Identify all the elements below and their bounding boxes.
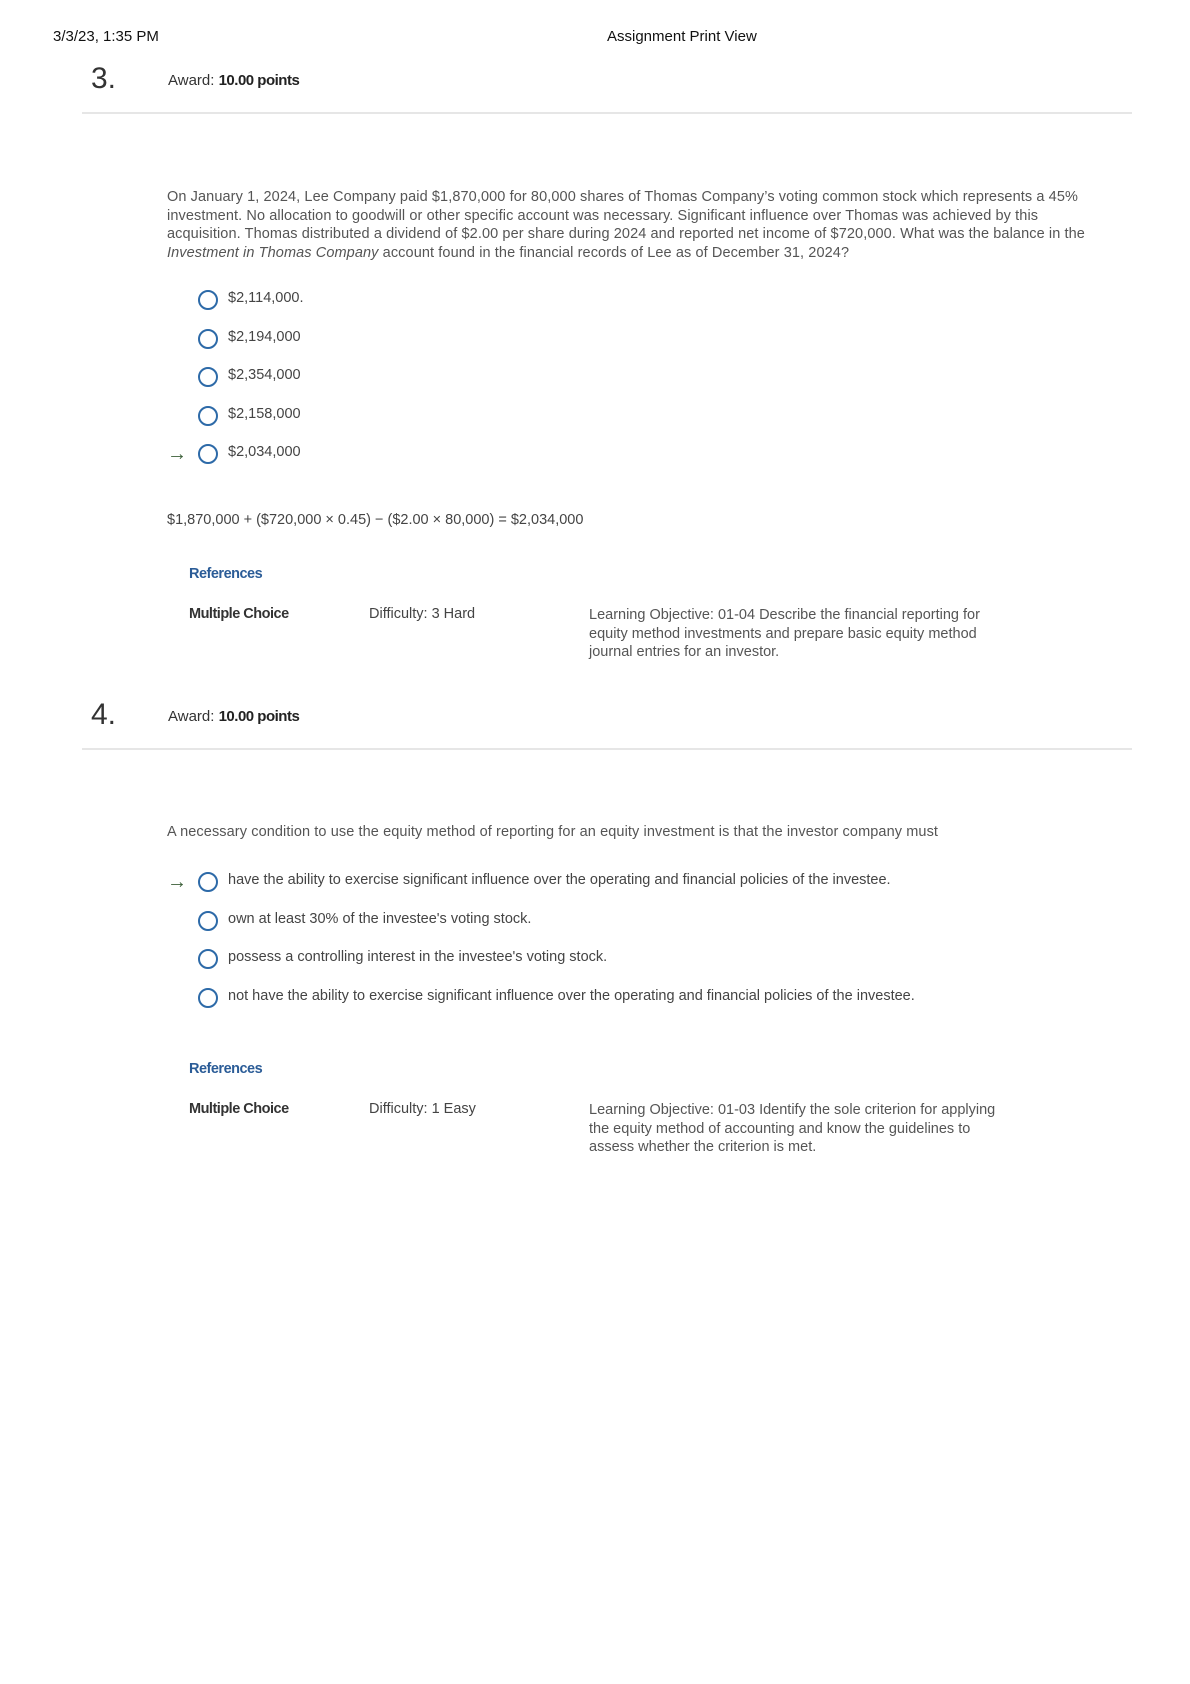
answer-choice-correct[interactable] (165, 443, 1065, 482)
question-text-part: account found in the financial records of Lee as of December 31, 2024? (378, 244, 850, 261)
difficulty: Difficulty: 1 Easy (369, 1101, 476, 1117)
answer-choice[interactable] (165, 405, 1065, 444)
question-type: Multiple Choice (189, 1101, 289, 1117)
print-header (0, 28, 1190, 52)
answer-label: have the ability to exercise significant influence over the operating and financial policies of the investee. (228, 872, 891, 888)
answer-choice-correct[interactable] (165, 871, 1065, 910)
radio-button[interactable] (198, 290, 218, 310)
correct-answer-arrow-icon: → (167, 443, 187, 465)
references-title[interactable]: References (189, 1061, 263, 1077)
answer-label: $2,114,000. (228, 290, 304, 306)
answer-label: $2,194,000 (228, 328, 301, 345)
answer-label: $2,034,000 (228, 444, 301, 460)
answer-choices (165, 289, 1065, 482)
radio-button[interactable] (198, 444, 218, 464)
learning-objective: Learning Objective: 01-04 Describe the financial reporting for equity method investments and prepare basic equity method journal entries for an investor. (589, 607, 980, 660)
print-title: Assignment Print View (607, 28, 757, 45)
question-number: 3. (91, 62, 117, 95)
answer-choice[interactable] (165, 366, 1065, 405)
learning-objective: Learning Objective: 01-03 Identify the sole criterion for applying the equity method of accounting and know the guidelines to assess whether the criterion is met. (589, 1102, 996, 1155)
question-text (167, 188, 1107, 262)
award-points: 10.00 points (218, 72, 300, 89)
difficulty: Difficulty: 3 Hard (369, 606, 476, 622)
answer-choice[interactable] (165, 289, 1065, 328)
answer-choices (165, 871, 1065, 1025)
award-label: Award: (168, 72, 215, 89)
answer-label: $2,354,000 (228, 367, 301, 383)
answer-label: possess a controlling interest in the investee's voting stock. (228, 949, 608, 965)
question-number: 4. (91, 698, 117, 731)
radio-button[interactable] (198, 988, 218, 1008)
award (168, 72, 299, 89)
answer-choice[interactable] (165, 948, 1065, 987)
answer-choice[interactable] (165, 910, 1065, 949)
correct-answer-arrow-icon: → (167, 871, 187, 893)
answer-label: not have the ability to exercise significant influence over the operating and financial policies of the investee. (228, 987, 915, 1004)
radio-button[interactable] (198, 949, 218, 969)
print-date: 3/3/23, 1:35 PM (53, 28, 159, 45)
radio-button[interactable] (198, 872, 218, 892)
question-header (82, 698, 1132, 750)
radio-button[interactable] (198, 367, 218, 387)
references-title[interactable]: References (189, 566, 263, 582)
question-type: Multiple Choice (189, 606, 289, 622)
explanation: $1,870,000 + ($720,000 × 0.45) − ($2.00 × 80,000) = $2,034,000 (167, 512, 584, 528)
question-text: A necessary condition to use the equity method of reporting for an equity investment is that the investor company must (167, 824, 939, 840)
answer-label: own at least 30% of the investee's voting stock. (228, 910, 532, 927)
award-points: 10.00 points (218, 708, 300, 725)
radio-button[interactable] (198, 911, 218, 931)
question-text-part: On January 1, 2024, Lee Company paid $1,870,000 for 80,000 shares of Thomas Company’s voting common stock which represents a 45% investment. No allocation to goodwill or other specific account was necessary. Significant influence over Thomas was achieved by this acquisition. Thomas distributed a dividend of $2.00 per share during 2024 and reported net income of $720,000. What was the balance in the (167, 189, 1085, 242)
answer-choice[interactable] (165, 987, 1065, 1026)
question-text-account: Investment in Thomas Company (167, 244, 379, 261)
radio-button[interactable] (198, 406, 218, 426)
answer-choice[interactable] (165, 328, 1065, 367)
answer-label: $2,158,000 (228, 405, 301, 422)
question-header (82, 62, 1132, 114)
radio-button[interactable] (198, 329, 218, 349)
award-label: Award: (168, 708, 215, 725)
award (168, 708, 299, 725)
